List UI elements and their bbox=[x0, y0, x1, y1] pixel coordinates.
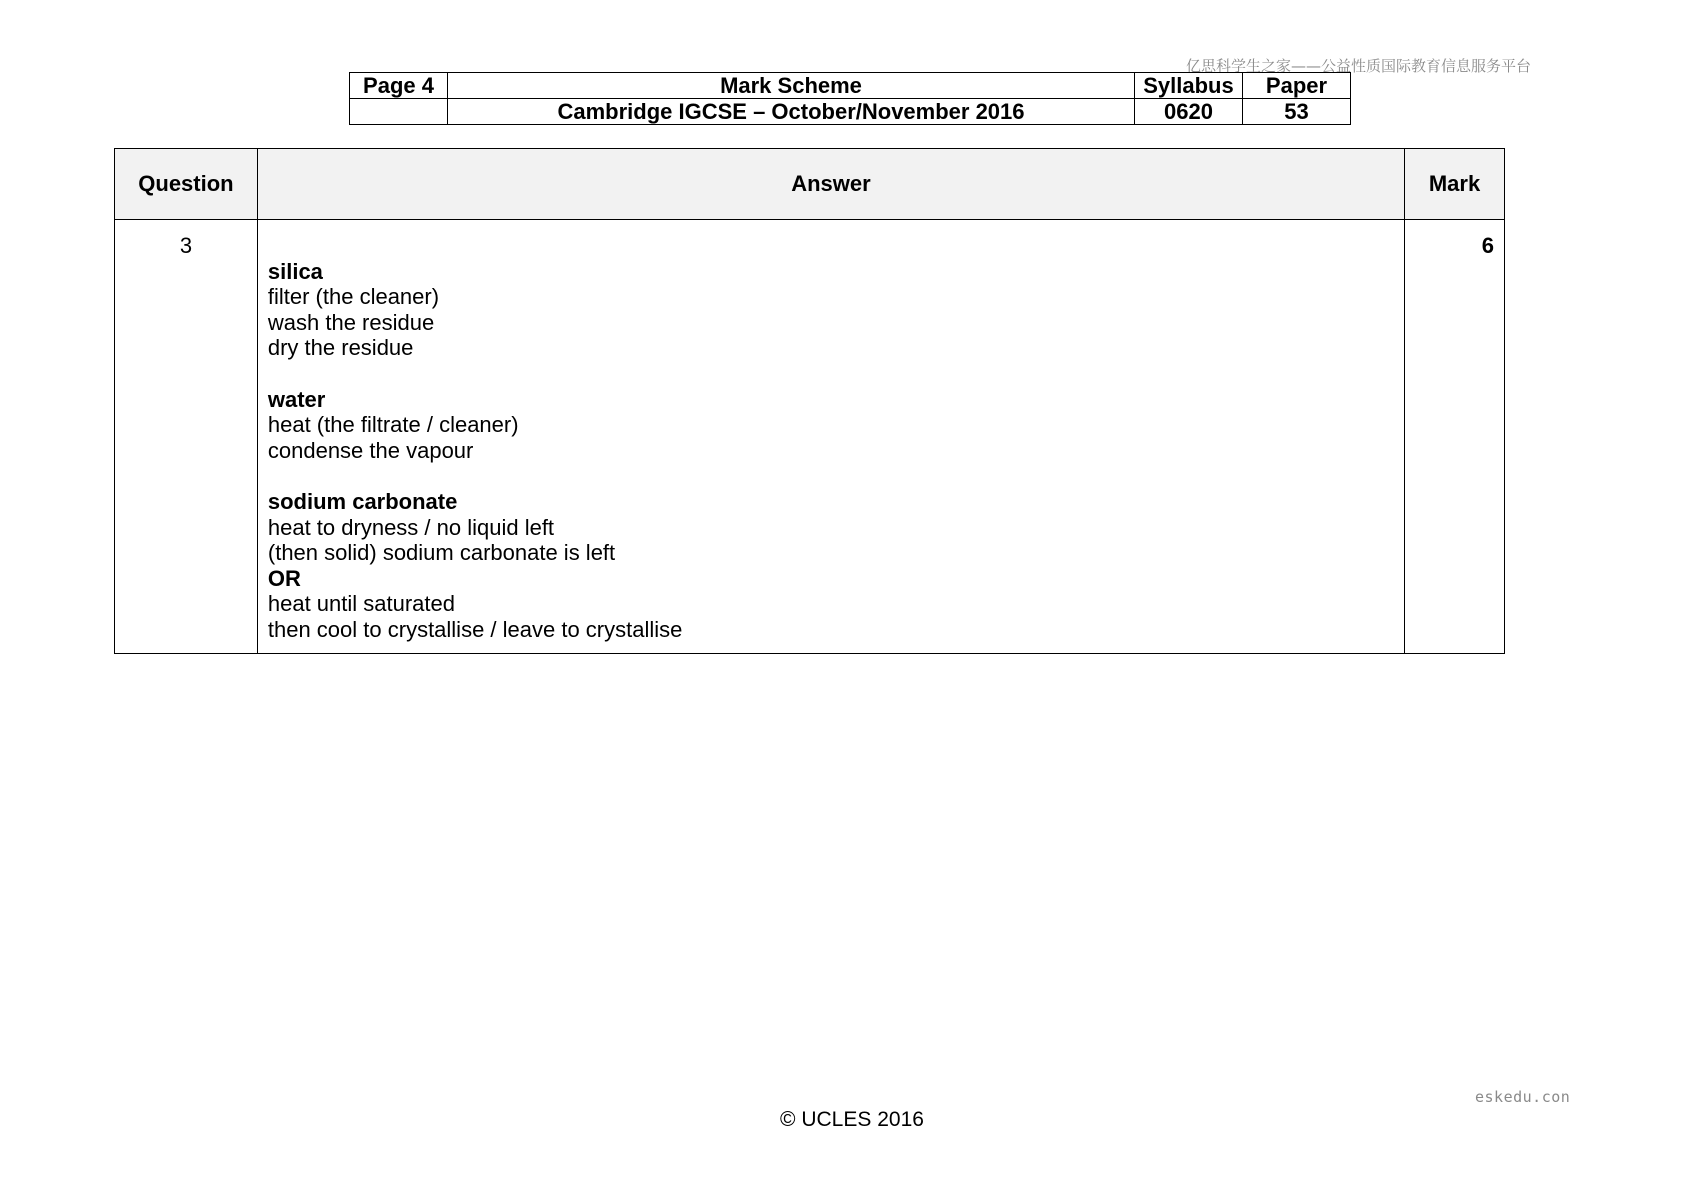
table-header-row bbox=[115, 149, 1505, 220]
header-row-1 bbox=[350, 73, 1351, 99]
answer-line: wash the residue bbox=[267, 309, 435, 335]
copyright-footer: © UCLES 2016 bbox=[780, 1108, 924, 1131]
header-table bbox=[349, 72, 1351, 125]
page-label: Page 4 bbox=[350, 73, 448, 99]
answer-line: (then solid) sodium carbonate is left bbox=[267, 540, 616, 566]
watermark-top: 亿思科学生之家——公益性质国际教育信息服务平台 bbox=[1186, 57, 1532, 75]
answer-line: then cool to crystallise / leave to crystallise bbox=[267, 616, 683, 642]
answer-column-header: Answer bbox=[257, 149, 1404, 220]
mark-scheme-table bbox=[114, 148, 1505, 654]
syllabus-code: 0620 bbox=[1135, 99, 1243, 125]
document-title: Mark Scheme bbox=[448, 73, 1135, 99]
question-number: 3 bbox=[115, 220, 258, 654]
answer-line: heat (the filtrate / cleaner) bbox=[267, 412, 519, 438]
answer-line: dry the residue bbox=[267, 335, 414, 361]
answer-line: filter (the cleaner) bbox=[267, 284, 440, 310]
question-column-header: Question bbox=[115, 149, 258, 220]
answer-heading: silica bbox=[267, 258, 323, 284]
mark-value: 6 bbox=[1405, 220, 1505, 654]
answer-heading: sodium carbonate bbox=[267, 488, 458, 514]
answer-line: condense the vapour bbox=[267, 437, 474, 463]
answer-line: heat to dryness / no liquid left bbox=[267, 514, 555, 540]
watermark-bottom: eskedu.con bbox=[1475, 1088, 1571, 1106]
answer-line bbox=[268, 361, 1394, 387]
paper-number: 53 bbox=[1243, 99, 1351, 125]
paper-label: Paper bbox=[1243, 73, 1351, 99]
header-row-2 bbox=[350, 99, 1351, 125]
table-row bbox=[115, 220, 1505, 654]
mark-column-header: Mark bbox=[1405, 149, 1505, 220]
answer-line bbox=[268, 463, 1394, 489]
answer-line bbox=[268, 233, 1394, 259]
answer-heading: OR bbox=[267, 565, 301, 591]
syllabus-label: Syllabus bbox=[1135, 73, 1243, 99]
page-blank-cell bbox=[350, 99, 448, 125]
answer-cell bbox=[257, 220, 1404, 654]
answer-heading: water bbox=[267, 386, 326, 412]
answer-lines bbox=[268, 233, 1394, 643]
answer-line: heat until saturated bbox=[267, 591, 456, 617]
exam-session: Cambridge IGCSE – October/November 2016 bbox=[448, 99, 1135, 125]
